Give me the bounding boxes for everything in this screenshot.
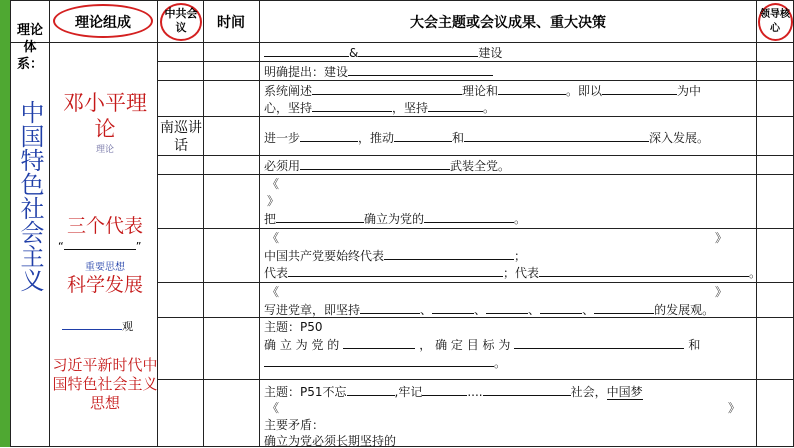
left-title: 中国特色社会主义	[16, 100, 44, 292]
theory-three: 三个代表	[66, 215, 143, 237]
header-system: 理论体系：	[16, 23, 43, 72]
meeting-nanxun: 南巡讲话	[160, 120, 202, 154]
three-quote-line: “ ”	[58, 240, 142, 253]
theory-table: 理论体系： 理论组成 中共会议 时间 大会主题或会议成果、重大决策 领导核心 中国特色社会主义 邓小平理论 理论 三个代表 “ ” 重要思想 科学发展 观 习近平新时代中国特色社会主义思想 南巡讲话 & 建设 明确提出：建设 系统阐述 理论和 。即以 为中 心，坚持 ，坚持 。 进一步 ，推动 和 深入发展。 必须用 武装全党。 《 》 把 确立为党的 。 《 》 中国共产党要始终代表 ； 代表 ；代表 。 《 》 写进党章，即坚持 、 、 、 、 的发展观。 主题：P50 确 立 为 党 的 ， 确 定 目 标 为 和 。 主题：P51不忘 ,牢记 .... 社会，中国梦 《 》 主要矛盾： 确立为党必须长期坚持的	[10, 0, 794, 447]
theory-sci: 科学发展	[66, 274, 143, 296]
header-components: 理论组成	[75, 15, 131, 31]
theory-three-sub: 重要思想	[85, 262, 125, 273]
theory-xi: 习近平新时代中国特色社会主义思想	[52, 356, 158, 412]
header-main: 大会主题或会议成果、重大决策	[410, 15, 606, 31]
header-ccp: 中共会议	[164, 7, 198, 34]
sci-line: 观	[62, 318, 133, 334]
theory-deng-small: 理论	[95, 145, 114, 155]
header-time: 时间	[217, 15, 245, 31]
header-leader: 领导核心	[760, 9, 790, 34]
theory-deng: 邓小平理论	[63, 91, 147, 141]
green-side-bar	[0, 0, 10, 447]
